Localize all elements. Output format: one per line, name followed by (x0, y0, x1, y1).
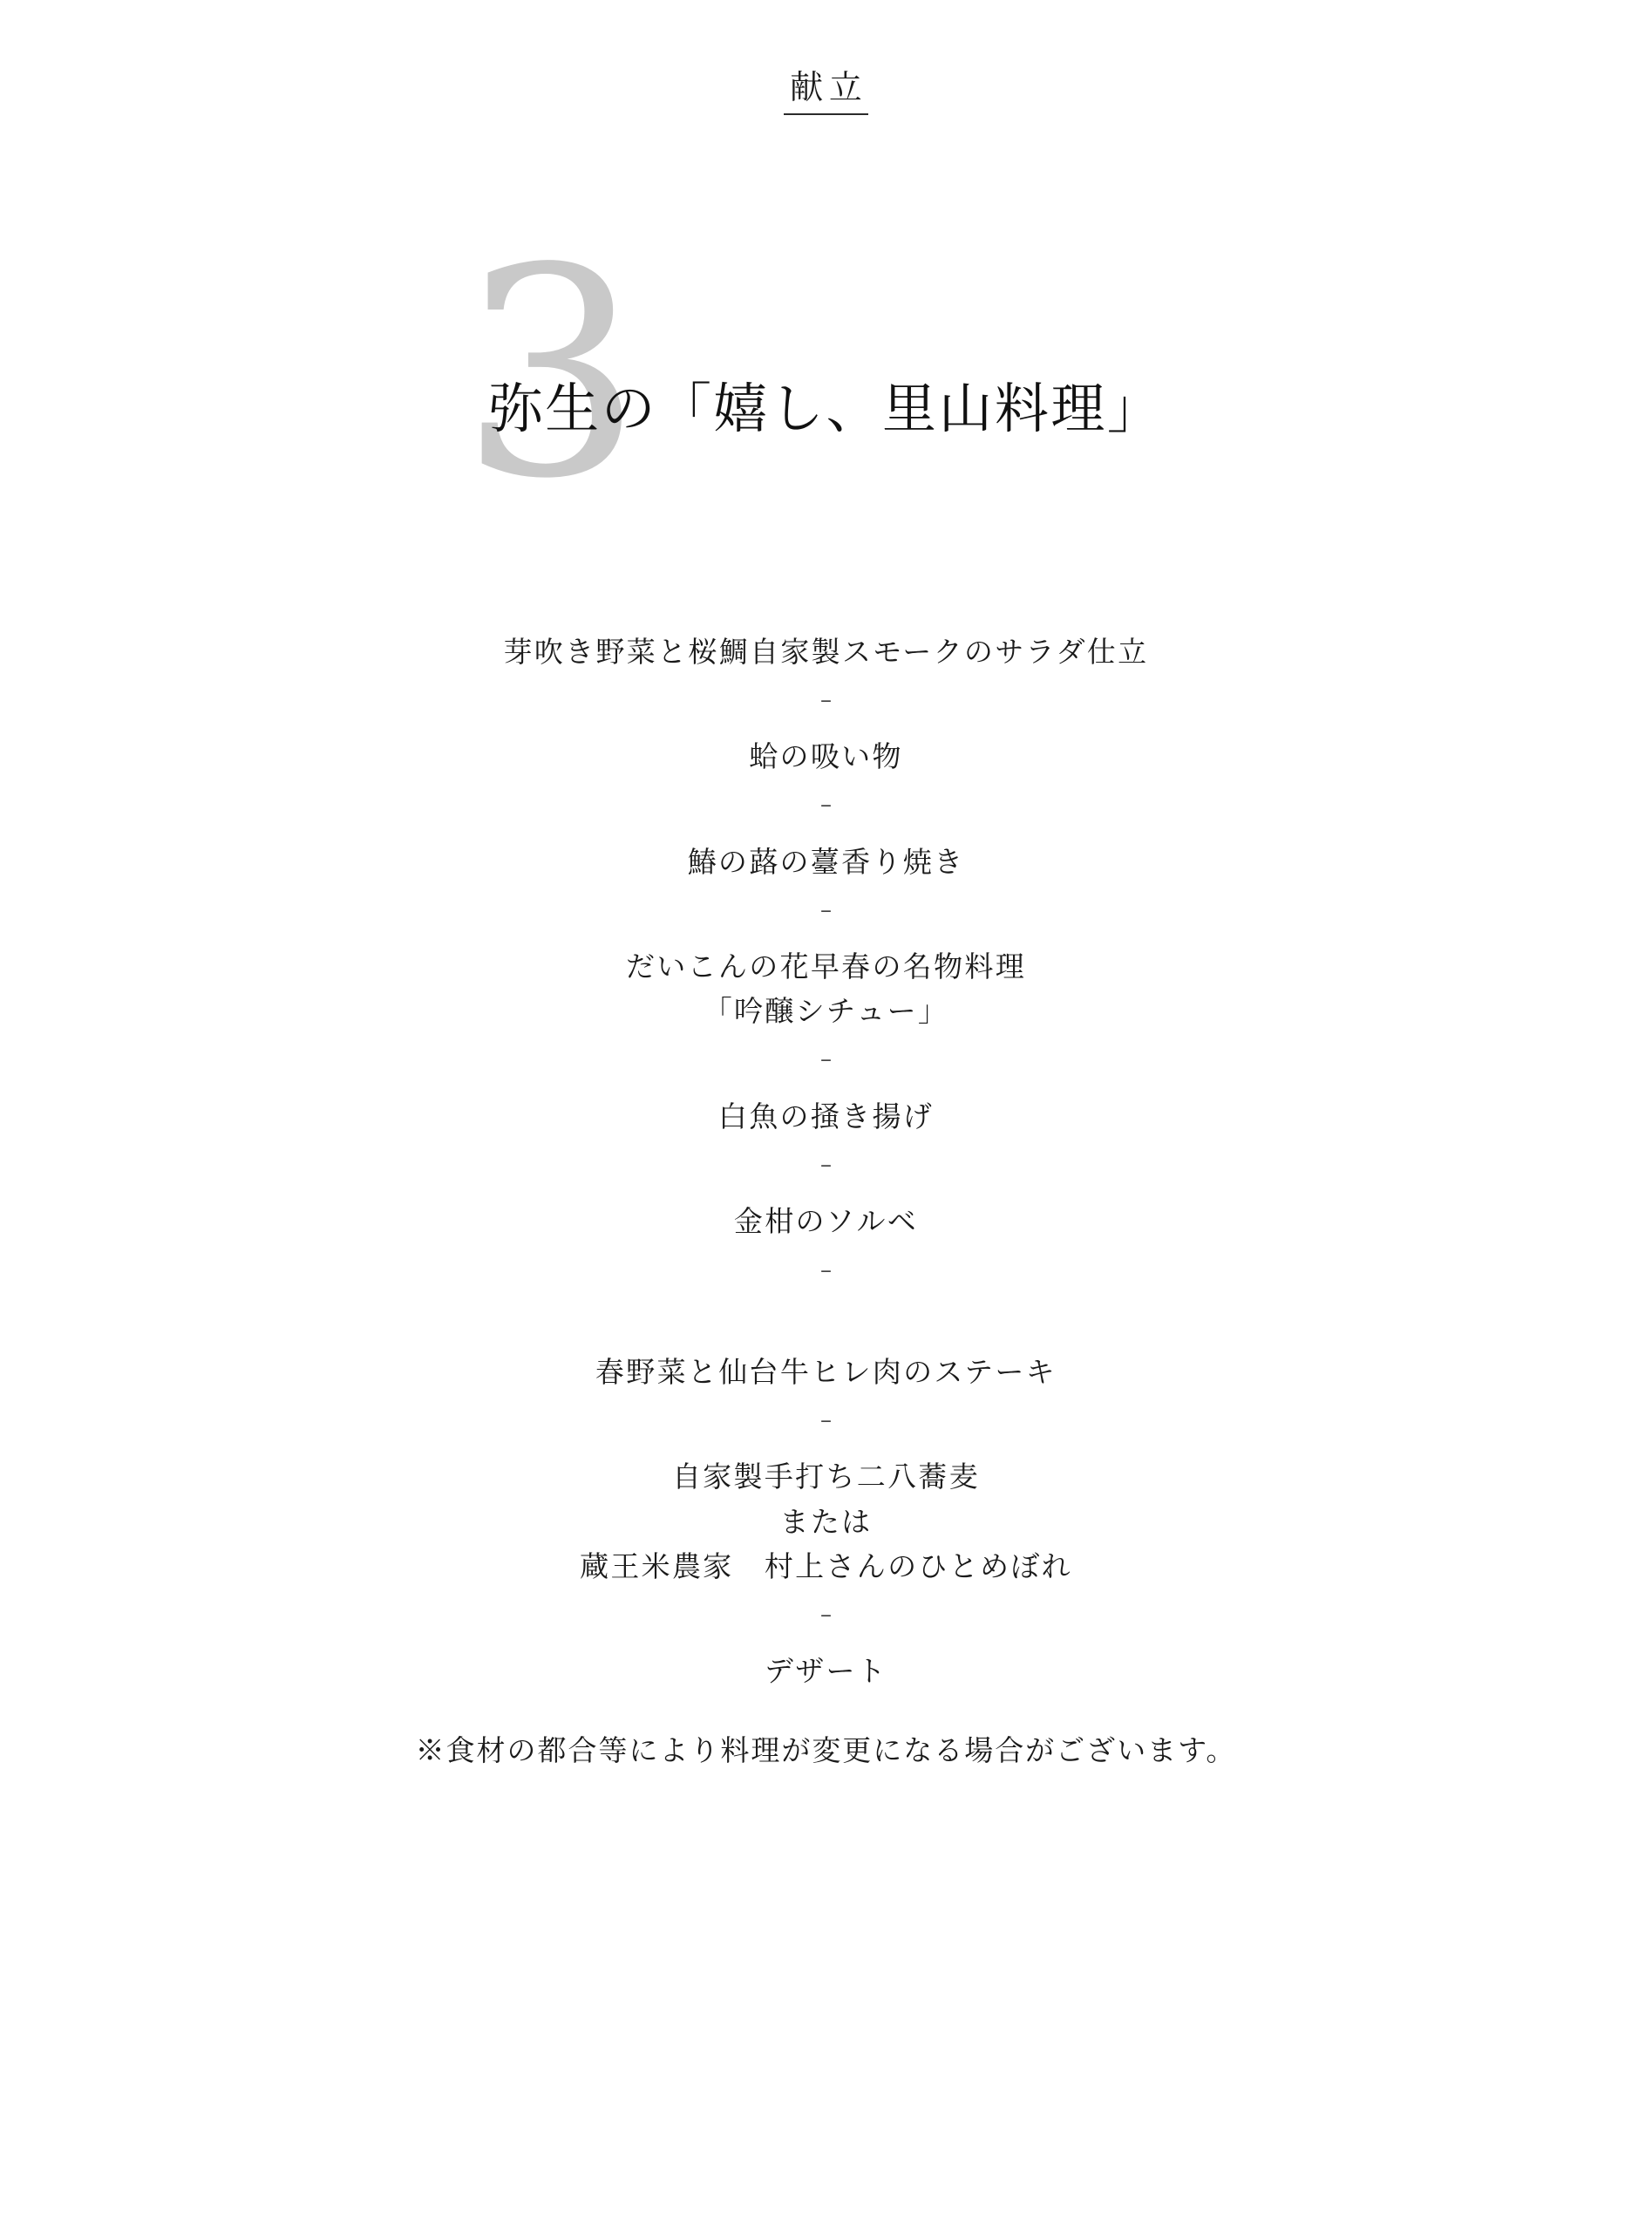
document-title: 献立 (784, 68, 868, 115)
course-separator: – (820, 792, 832, 819)
course-title: 弥生の「嬉し、里山料理」 (488, 376, 1164, 440)
course-separator: – (820, 896, 832, 923)
course-item-line: 「吟醸シチュー」 (703, 994, 949, 1029)
course-separator: – (820, 1601, 832, 1628)
course-item (0, 734, 1652, 779)
course-item-line: 鰆の蕗の薹香り焼き (687, 844, 965, 879)
course-item (0, 1454, 1652, 1588)
course-item-line: 芽吹き野菜と桜鯛自家製スモークのサラダ仕立 (503, 634, 1149, 669)
course-item (0, 1350, 1652, 1394)
course-item (0, 1094, 1652, 1139)
course-list (0, 629, 1652, 1694)
course-item-line: 金柑のソルベ (733, 1204, 919, 1239)
course-item (0, 840, 1652, 884)
course-separator: – (820, 1152, 832, 1178)
course-item-line: 自家製手打ち二八蕎麦 (671, 1460, 981, 1494)
course-item-line: だいこんの花早春の名物料理 (625, 949, 1027, 984)
course-item-line: 蔵王米農家 村上さんのひとめぼれ (580, 1548, 1072, 1583)
course-separator: – (820, 1046, 832, 1073)
course-item-line: または (779, 1504, 873, 1539)
document-header (0, 0, 1652, 115)
course-separator: – (820, 686, 832, 713)
course-number-watermark: 3 (459, 206, 643, 541)
course-item-line: 春野菜と仙台牛ヒレ肉のステーキ (595, 1354, 1057, 1389)
course-item-line: 蛤の吸い物 (749, 739, 903, 774)
course-title-block (0, 206, 1652, 541)
disclaimer-note: ※食材の都合等により料理が変更になる場合がございます。 (415, 1733, 1237, 1768)
course-item (0, 629, 1652, 674)
course-separator: – (820, 1256, 832, 1283)
course-separator: – (820, 1407, 832, 1434)
course-group-gap (0, 1304, 1652, 1350)
course-item (0, 1649, 1652, 1693)
course-item (0, 1199, 1652, 1243)
course-item (0, 944, 1652, 1033)
course-item-line: 白魚の掻き揚げ (717, 1099, 935, 1133)
course-item-line: デザート (764, 1654, 888, 1689)
